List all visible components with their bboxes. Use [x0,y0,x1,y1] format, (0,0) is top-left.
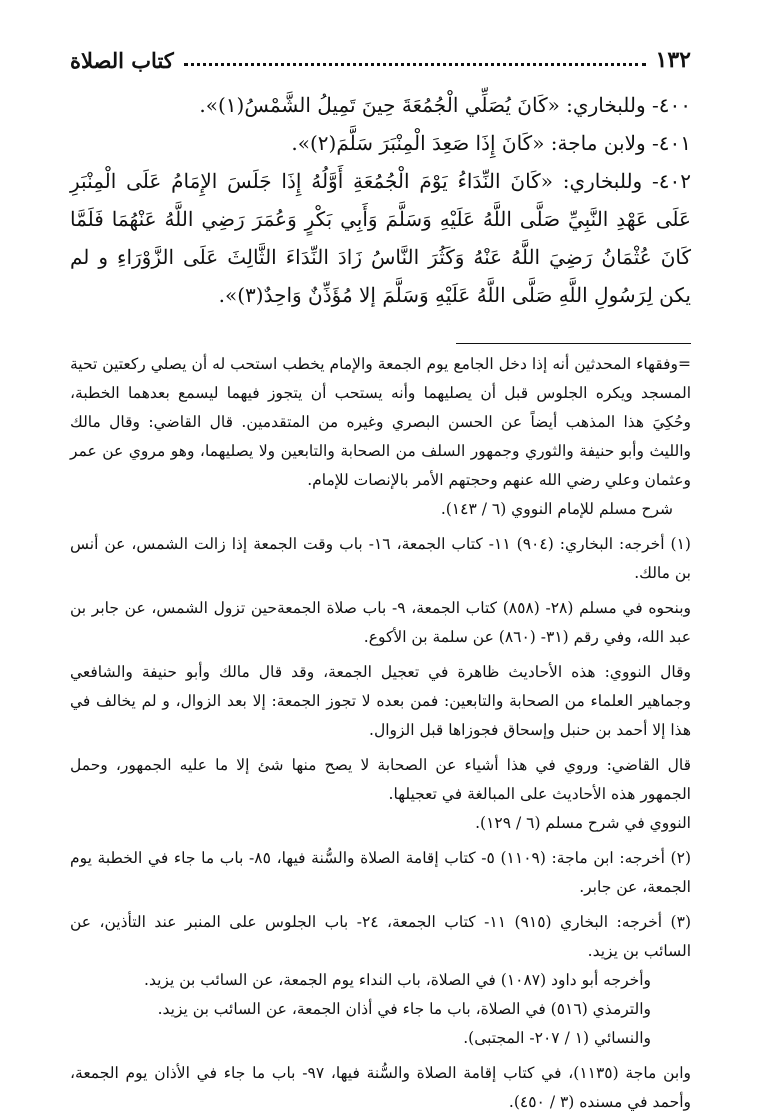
footnote-3-nasai: والنسائي (١ / ٢٠٧- المجتبى). [463,1029,651,1047]
footnote-1-muslim: وبنحوه في مسلم (٢٨- (٨٥٨) كتاب الجمعة، ٩- باب صلاة الجمعةحين تزول الشمس، عن جابر بن عبد الله، وفي رقم (٣١- (٨٦٠) عن سلمة بن الأكوع. [70,599,691,646]
page-number: ١٣٢ [655,47,691,73]
footnote-1-source: النووي في شرح مسلم (٦ / ١٢٩). [475,814,691,832]
footnote-continuation: =وفقهاء المحدثين أنه إذا دخل الجامع يوم الجمعة والإمام يخطب استحب له أن يصلي ركعتين تحية المسجد ويكره الجلوس قبل أن يصليهما وأنه يستحب أن يتجوز فيهما ليسمع بعدهما الخطبة، وحُكِيَ هذا المذهب أيضاً عن الحسن البصري وغيره من المتقدمين. قال القاضي: وقال مالك والليث وأبو حنيفة والثوري وجمهور السلف من الصحابة والتابعين ولا يصليهما، وهو مروي عن عمر وعثمان وعلي رضي الله عنهم وحجتهم الأمر بالإنصات للإمام. [70,355,691,489]
footnote-3-ibn-majah: وابن ماجة (١١٣٥)، في كتاب إقامة الصلاة والسُّنة فيها، ٩٧- باب ما جاء في الأذان يوم الجمعة، وأحمد في مسنده (٣ / ٤٥٠). [70,1064,692,1111]
header-dotted-leader [184,63,646,66]
hadith-401: ٤٠١- ولابن ماجة: «كَانَ إِذَا صَعِدَ الْمِنْبَرَ سَلَّمَ(٢)». [291,131,691,155]
hadith-402: ٤٠٢- وللبخاري: «كَانَ النِّدَاءُ يَوْمَ الْجُمُعَةِ أَوَّلُهُ إِذَا جَلَسَ الإِمَامُ عَلَى الْمِنْبَرِ عَلَى عَهْدِ النَّبِيِّ صَلَّى اللَّهُ عَلَيْهِ وَسَلَّمَ وَأَبِي بَكْرٍ وَعُمَرَ رَضِي اللَّهُ عَنْهُمَا فَلَمَّا كَانَ عُثْمَانُ رَضِيَ اللَّهُ عَنْهُ وَكَثُرَ النَّاسُ زَادَ النِّدَاءَ الثَّالِثَ عَلَى الزَّوْرَاءِ و لم يكن لِرَسُولِ اللَّهِ صَلَّى اللَّهُ عَلَيْهِ وَسَلَّمَ إلا مُؤَذِّنٌ وَاحِدٌ(٣)». [70,169,691,307]
footnote-1: (١) أخرجه: البخاري: (٩٠٤) ١١- كتاب الجمعة، ١٦- باب وقت الجمعة إذا زالت الشمس، عن أنس بن مالك. [70,535,691,582]
running-header [70,42,691,78]
chapter-title: كتاب الصلاة [70,47,174,73]
footnote-continuation-source: شرح مسلم للإمام النووي (٦ / ١٤٣). [440,500,673,518]
footnote-3-tirmidhi: والترمذي (٥١٦) في الصلاة، باب ما جاء في أذان الجمعة، عن السائب بن يزيد. [157,1000,651,1018]
footnote-3-abu-dawud: وأخرجه أبو داود (١٠٨٧) في الصلاة، باب النداء يوم الجمعة، عن السائب بن يزيد. [144,971,651,989]
hadith-400: ٤٠٠- وللبخاري: «كَانَ يُصَلِّي الْجُمُعَةَ حِينَ تَمِيلُ الشَّمْسُ(١)». [199,93,691,117]
footnote-separator [456,343,691,344]
footnote-3: (٣) أخرجه: البخاري (٩١٥) ١١- كتاب الجمعة، ٢٤- باب الجلوس على المنبر عند التأذين، عن السائب بن يزيد. [70,913,691,960]
footnote-1-qadi: قال القاضي: وروي في هذا أشياء عن الصحابة لا يصح منها شئ إلا ما عليه الجمهور، وحمل الجمهور هذه الأحاديث على المبالغة في تعجيلها. [70,756,691,803]
footnotes [70,350,691,1117]
main-text [70,86,691,314]
footnote-1-nawawi: وقال النووي: هذه الأحاديث ظاهرة في تعجيل الجمعة، وقد قال مالك وأبو حنيفة والشافعي وجماهير العلماء من الصحابة والتابعين: فمن بعده لا تجوز الجمعة: إلا بعد الزوال، و لم يخالف في هذا إلا أحمد بن حنبل وإسحاق فجوزاها قبل الزوال. [70,663,691,739]
footnote-2: (٢) أخرجه: ابن ماجة: (١١٠٩) ٥- كتاب إقامة الصلاة والسُّنة فيها، ٨٥- باب ما جاء في الخطبة يوم الجمعة، عن جابر. [70,849,691,896]
